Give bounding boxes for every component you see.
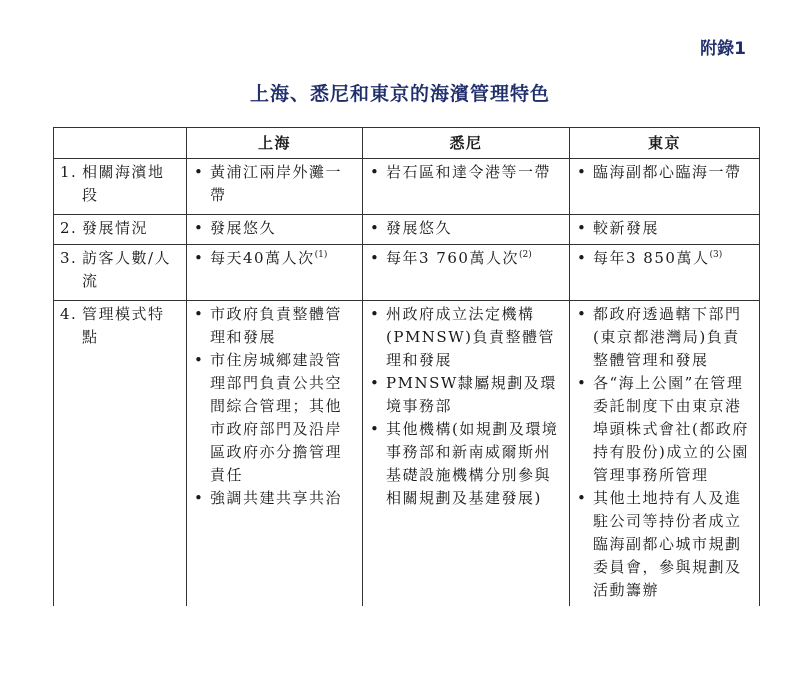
row-number: 1. — [60, 163, 78, 181]
shanghai-cell — [187, 301, 363, 607]
list-item: • 臨海副都心臨海一帶 — [576, 161, 753, 184]
list-item: • 市住房城鄉建設管理部門負責公共空間綜合管理；其他市政府部門及沿岸區政府亦分擔管理責任 — [194, 351, 343, 484]
bullet-icon: • — [577, 305, 588, 323]
bullet-icon: • — [370, 305, 381, 323]
bullet-icon: • — [370, 420, 381, 438]
list-item: • 其他土地持有人及進駐公司等持份者成立臨海副都心城市規劃委員會，參與規劃及活動籌辦 — [577, 489, 742, 599]
bullet-icon: • — [194, 305, 205, 323]
row-label: 發展情況 — [82, 219, 149, 237]
list-item: • 每天40萬人次$^{(1)}$ — [193, 247, 356, 270]
sydney-cell — [363, 215, 570, 245]
bullet-icon: • — [194, 163, 205, 181]
bullet-icon: • — [577, 219, 588, 237]
bullet-icon: • — [370, 163, 381, 181]
footnote-ref: (2) — [518, 250, 532, 260]
footnote-ref: (1) — [314, 250, 328, 260]
tokyo-cell — [570, 215, 760, 245]
list-item: • PMNSW隸屬規劃及環境事務部 — [370, 374, 557, 415]
row-label-cell — [54, 245, 187, 301]
bullet-icon: • — [370, 374, 381, 392]
list-item: • 其他機構(如規劃及環境事務部和新南威爾斯州基礎設施機構分別參與相關規劃及基建發展) — [370, 420, 559, 507]
bullet-icon: • — [577, 163, 588, 181]
list-item: • 發展悠久 — [369, 217, 563, 240]
tokyo-cell — [570, 159, 760, 215]
row-label: 相關海濱地段 — [82, 163, 165, 204]
bullet-icon: • — [194, 489, 205, 507]
list-item: • 每年3 760萬人次$^{(2)}$ — [369, 247, 563, 270]
shanghai-cell — [187, 245, 363, 301]
header-sydney: 悉尼 — [363, 128, 570, 159]
table-row — [54, 245, 760, 301]
row-number: 4. — [60, 305, 78, 323]
header-blank — [54, 128, 187, 159]
table-row — [54, 215, 760, 245]
list-item: • 黃浦江兩岸外灘一帶 — [194, 163, 343, 204]
bullet-icon: • — [194, 219, 205, 237]
table-row — [54, 159, 760, 215]
list-item: • 強調共建共享共治 — [193, 487, 356, 510]
list-item: • 較新發展 — [576, 217, 753, 240]
sydney-cell — [363, 159, 570, 215]
shanghai-cell — [187, 215, 363, 245]
list-item: • 岩石區和達令港等一帶 — [369, 161, 563, 184]
header-row — [54, 128, 760, 159]
sydney-cell — [363, 301, 570, 607]
tokyo-cell — [570, 245, 760, 301]
appendix-label: 附錄1 — [700, 39, 746, 59]
bullet-icon: • — [370, 249, 381, 267]
bullet-icon: • — [370, 219, 381, 237]
row-number: 2. — [60, 219, 78, 237]
comparison-table — [53, 127, 760, 606]
row-label-cell — [54, 301, 187, 607]
bullet-icon: • — [194, 249, 205, 267]
sydney-cell — [363, 245, 570, 301]
footnote-ref: (3) — [709, 250, 723, 260]
list-item: • 每年3 850萬人$^{(3)}$ — [576, 247, 753, 270]
row-label: 管理模式特點 — [82, 305, 165, 346]
table-row — [54, 301, 760, 607]
list-item: • 市政府負責整體管理和發展 — [194, 305, 343, 346]
row-label: 訪客人數/人流 — [82, 249, 172, 290]
list-item: • 各“海上公園”在管理委託制度下由東京港埠頭株式會社(都政府持有股份)成立的公園管理事務所管理 — [577, 374, 749, 484]
list-item: • 發展悠久 — [193, 217, 356, 240]
bullet-icon: • — [194, 351, 205, 369]
bullet-icon: • — [577, 374, 588, 392]
bullet-icon: • — [577, 249, 588, 267]
row-number: 3. — [60, 249, 78, 267]
row-label-cell — [54, 215, 187, 245]
row-label-cell — [54, 159, 187, 215]
list-item: • 都政府透過轄下部門(東京都港灣局)負責整體管理和發展 — [577, 305, 742, 369]
header-tokyo: 東京 — [570, 128, 760, 159]
list-item: • 州政府成立法定機構(PMNSW)負責整體管理和發展 — [370, 305, 555, 369]
shanghai-cell — [187, 159, 363, 215]
header-shanghai: 上海 — [187, 128, 363, 159]
page-title: 上海、悉尼和東京的海濱管理特色 — [249, 83, 550, 105]
bullet-icon: • — [577, 489, 588, 507]
tokyo-cell — [570, 301, 760, 607]
